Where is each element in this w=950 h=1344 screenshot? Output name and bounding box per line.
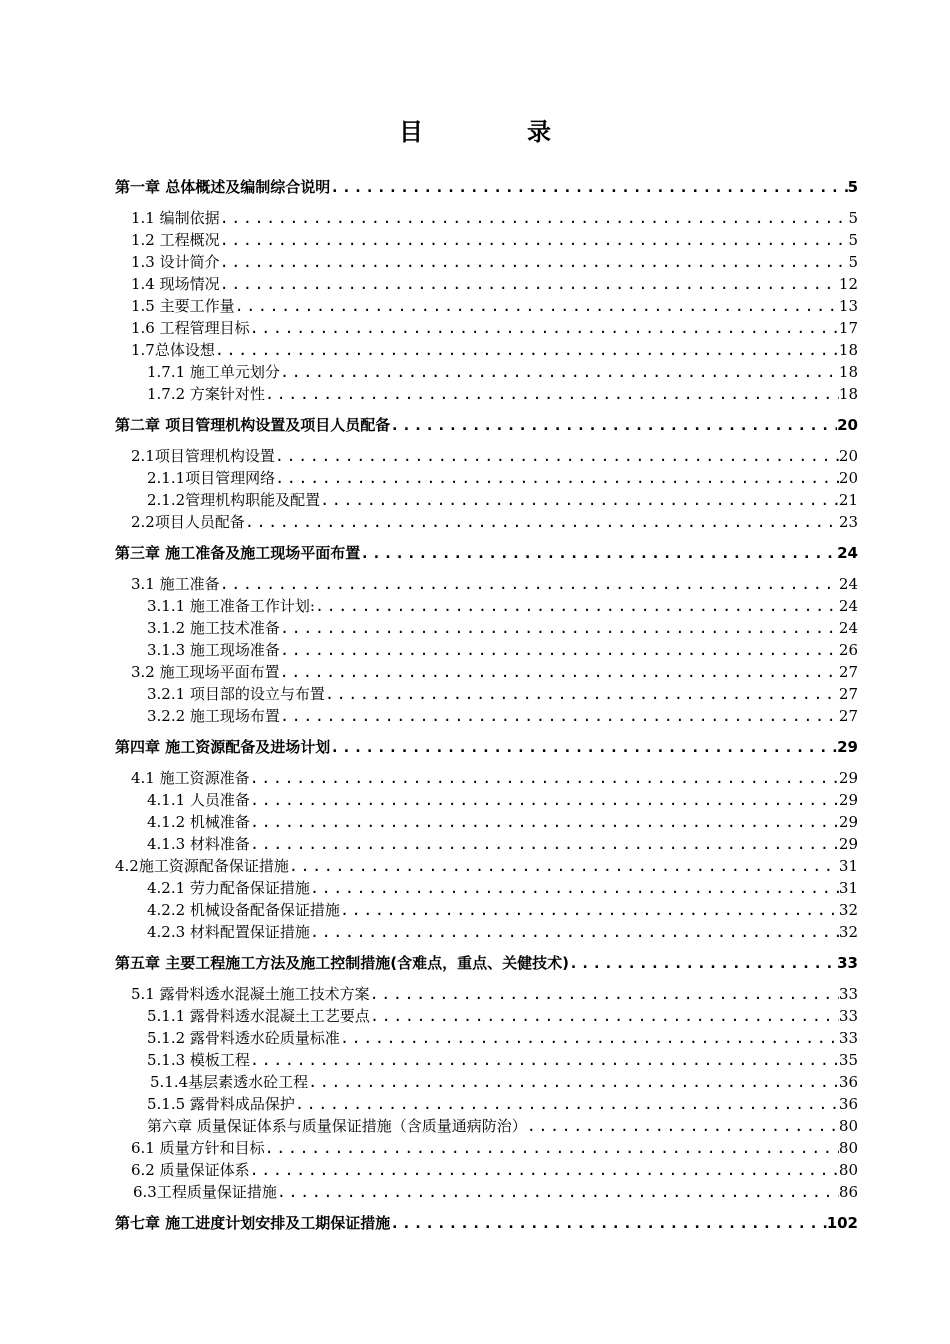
toc-page-number: 29	[838, 791, 858, 809]
toc-section-entry[interactable]	[0, 207, 950, 229]
toc-leader-dots	[340, 1027, 839, 1049]
toc-entry-title: 3.2.1 项目部的设立与布置	[147, 685, 325, 703]
toc-leader-dots	[390, 414, 837, 436]
toc-entry-title: 5.1.4基层素透水砼工程	[150, 1073, 309, 1091]
toc-section-entry[interactable]	[0, 361, 950, 383]
toc-section-entry[interactable]	[0, 661, 950, 683]
toc-leader-dots	[220, 207, 849, 229]
toc-section-entry[interactable]	[0, 1159, 950, 1181]
toc-leader-dots	[277, 1181, 839, 1203]
toc-leader-dots	[250, 767, 839, 789]
toc-page-number: 18	[838, 363, 858, 381]
toc-entry-title: 第四章 施工资源配备及进场计划	[115, 738, 331, 756]
toc-page-number: 5	[848, 253, 858, 271]
toc-entry-title: 4.1 施工资源准备	[131, 769, 250, 787]
toc-entry-title: 1.4 现场情况	[131, 275, 220, 293]
toc-leader-dots	[295, 1093, 839, 1115]
toc-entry-title: 6.1 质量方针和目标	[131, 1139, 265, 1157]
toc-leader-dots	[280, 361, 839, 383]
toc-entry-title: 1.7总体设想	[131, 341, 215, 359]
toc-page-number: 21	[838, 491, 858, 509]
toc-page-number: 24	[838, 619, 858, 637]
toc-page-number: 29	[837, 738, 858, 756]
toc-leader-dots	[250, 789, 839, 811]
toc-page-number: 36	[838, 1095, 858, 1113]
toc-leader-dots	[265, 383, 839, 405]
toc-entry-title: 4.2.2 机械设备配备保证措施	[147, 901, 340, 919]
toc-entry-title: 3.2 施工现场平面布置	[131, 663, 280, 681]
toc-leader-dots	[220, 573, 839, 595]
toc-page-number: 5	[847, 178, 858, 196]
toc-page-number: 80	[838, 1117, 858, 1135]
toc-section-entry[interactable]	[0, 445, 950, 467]
toc-section-entry[interactable]	[0, 229, 950, 251]
toc-leader-dots	[320, 489, 839, 511]
toc-page-number: 24	[838, 597, 858, 615]
toc-section-entry[interactable]	[0, 339, 950, 361]
toc-section-entry[interactable]	[0, 317, 950, 339]
toc-section-entry[interactable]	[0, 921, 950, 943]
toc-entry-title: 3.1 施工准备	[131, 575, 220, 593]
toc-page-number: 27	[838, 663, 858, 681]
toc-section-entry[interactable]	[0, 1181, 950, 1203]
toc-leader-dots	[280, 661, 839, 683]
toc-chapter-entry[interactable]	[0, 542, 950, 564]
toc-leader-dots	[220, 251, 849, 273]
toc-entry-title: 6.2 质量保证体系	[131, 1161, 250, 1179]
toc-entry-title: 4.1.3 材料准备	[147, 835, 250, 853]
toc-leader-dots	[250, 833, 839, 855]
toc-chapter-entry[interactable]	[0, 176, 950, 198]
toc-entry-title: 4.2.1 劳力配备保证措施	[147, 879, 310, 897]
toc-chapter-entry[interactable]	[0, 414, 950, 436]
toc-leader-dots	[280, 639, 839, 661]
toc-entry-title: 5.1 露骨料透水混凝土施工技术方案	[131, 985, 370, 1003]
toc-section-entry[interactable]	[0, 511, 950, 533]
toc-entry-title: 4.1.1 人员准备	[147, 791, 250, 809]
toc-section-entry[interactable]	[0, 1027, 950, 1049]
toc-section-entry[interactable]	[0, 705, 950, 727]
toc-section-entry[interactable]	[0, 899, 950, 921]
toc-leader-dots	[390, 1212, 826, 1234]
toc-entry-title: 4.1.2 机械准备	[147, 813, 250, 831]
toc-entry-title: 3.1.1 施工准备工作计划:	[147, 597, 315, 615]
toc-page-number: 33	[838, 1029, 858, 1047]
toc-entry-title: 3.2.2 施工现场布置	[147, 707, 280, 725]
toc-page-number: 33	[838, 985, 858, 1003]
toc-section-entry[interactable]	[0, 1115, 950, 1137]
toc-section-entry[interactable]	[0, 1071, 950, 1093]
toc-entry-title: 4.2施工资源配备保证措施	[115, 857, 289, 875]
toc-section-entry[interactable]	[0, 617, 950, 639]
toc-leader-dots	[370, 983, 839, 1005]
toc-page-number: 24	[838, 575, 858, 593]
toc-section-entry[interactable]	[0, 1005, 950, 1027]
toc-page-number: 27	[838, 707, 858, 725]
toc-page-number: 31	[838, 857, 858, 875]
toc-page-number: 23	[838, 513, 858, 531]
toc-section-entry[interactable]	[0, 1137, 950, 1159]
toc-leader-dots	[250, 1049, 839, 1071]
toc-entry-title: 第二章 项目管理机构设置及项目人员配备	[115, 416, 391, 434]
toc-page-number: 36	[838, 1073, 858, 1091]
toc-entry-title: 1.2 工程概况	[131, 231, 220, 249]
toc-leader-dots	[265, 1137, 839, 1159]
toc-leader-dots	[340, 899, 839, 921]
toc-section-entry[interactable]	[0, 489, 950, 511]
toc-page-number: 29	[838, 769, 858, 787]
toc-leader-dots	[370, 1005, 839, 1027]
toc-page-number: 18	[838, 385, 858, 403]
toc-leader-dots	[235, 295, 839, 317]
toc-page-number: 27	[838, 685, 858, 703]
page-title: 目 录	[399, 117, 591, 146]
toc-leader-dots	[250, 1159, 839, 1181]
toc-entry-title: 5.1.1 露骨料透水混凝土工艺要点	[147, 1007, 370, 1025]
toc-page-number: 20	[838, 447, 858, 465]
toc-section-entry[interactable]	[0, 251, 950, 273]
toc-entry-title: 2.1项目管理机构设置	[131, 447, 275, 465]
toc-page-number: 29	[838, 835, 858, 853]
toc-entry-title: 1.6 工程管理目标	[131, 319, 250, 337]
toc-section-entry[interactable]	[0, 595, 950, 617]
toc-entry-title: 第三章 施工准备及施工现场平面布置	[115, 544, 361, 562]
toc-entry-title: 3.1.2 施工技术准备	[147, 619, 280, 637]
toc-entry-title: 第六章 质量保证体系与质量保证措施（含质量通病防治）	[147, 1117, 527, 1135]
toc-page-number: 32	[838, 901, 858, 919]
toc-section-entry[interactable]	[0, 833, 950, 855]
toc-section-entry[interactable]	[0, 767, 950, 789]
toc-page-number: 12	[838, 275, 858, 293]
toc-page-number: 26	[838, 641, 858, 659]
toc-leader-dots	[220, 273, 839, 295]
toc-entry-title: 第五章 主要工程施工方法及施工控制措施(含难点，重点、关健技术)	[115, 954, 569, 972]
toc-leader-dots	[569, 952, 837, 974]
toc-page-number: 29	[838, 813, 858, 831]
toc-entry-title: 2.1.1项目管理网络	[147, 469, 276, 487]
toc-page-number: 80	[838, 1139, 858, 1157]
toc-leader-dots	[250, 317, 839, 339]
toc-section-entry[interactable]	[0, 573, 950, 595]
toc-chapter-entry[interactable]	[0, 1212, 950, 1234]
toc-section-entry[interactable]	[0, 789, 950, 811]
toc-page-number: 31	[838, 879, 858, 897]
toc-entry-title: 1.1 编制依据	[131, 209, 220, 227]
toc-entry-title: 5.1.2 露骨料透水砼质量标准	[147, 1029, 340, 1047]
toc-section-entry[interactable]	[0, 1093, 950, 1115]
toc-leader-dots	[280, 617, 839, 639]
toc-leader-dots	[527, 1115, 839, 1137]
toc-leader-dots	[310, 921, 839, 943]
toc-entry-title: 1.3 设计简介	[131, 253, 220, 271]
toc-leader-dots	[330, 176, 847, 198]
toc-leader-dots	[275, 467, 839, 489]
toc-entry-title: 2.2项目人员配备	[131, 513, 245, 531]
toc-page-number: 32	[838, 923, 858, 941]
toc-leader-dots	[245, 511, 839, 533]
toc-entry-title: 1.5 主要工作量	[131, 297, 235, 315]
toc-section-entry[interactable]	[0, 273, 950, 295]
toc-leader-dots	[215, 339, 839, 361]
toc-page-number: 35	[838, 1051, 858, 1069]
toc-page-number: 33	[837, 954, 858, 972]
toc-section-entry[interactable]	[0, 383, 950, 405]
toc-leader-dots	[325, 683, 839, 705]
toc-section-entry[interactable]	[0, 855, 950, 877]
toc-leader-dots	[220, 229, 849, 251]
toc-page-number: 5	[848, 231, 858, 249]
toc-leader-dots	[310, 877, 839, 899]
toc-entry-title: 1.7.1 施工单元划分	[147, 363, 280, 381]
toc-page-number: 20	[838, 469, 858, 487]
toc-entry-title: 第一章 总体概述及编制综合说明	[115, 178, 331, 196]
toc-page-number: 80	[838, 1161, 858, 1179]
toc-page-number: 5	[848, 209, 858, 227]
toc-page-number: 20	[837, 416, 858, 434]
toc-page-number: 18	[838, 341, 858, 359]
toc-entry-title: 5.1.5 露骨料成品保护	[147, 1095, 295, 1113]
toc-entry-title: 1.7.2 方案针对性	[147, 385, 265, 403]
toc-section-entry[interactable]	[0, 877, 950, 899]
toc-leader-dots	[308, 1071, 839, 1093]
toc-entry-title: 2.1.2管理机构职能及配置	[147, 491, 321, 509]
toc-leader-dots	[250, 811, 839, 833]
toc-section-entry[interactable]	[0, 683, 950, 705]
toc-leader-dots	[360, 542, 837, 564]
toc-leader-dots	[315, 595, 839, 617]
toc-leader-dots	[280, 705, 839, 727]
toc-section-entry[interactable]	[0, 295, 950, 317]
toc-section-entry[interactable]	[0, 811, 950, 833]
toc-entry-title: 5.1.3 模板工程	[147, 1051, 250, 1069]
toc-page-number: 13	[838, 297, 858, 315]
toc-page-number: 102	[826, 1214, 858, 1232]
toc-page-number: 24	[837, 544, 858, 562]
toc-section-entry[interactable]	[0, 983, 950, 1005]
toc-leader-dots	[275, 445, 839, 467]
toc-leader-dots	[289, 855, 839, 877]
toc-chapter-entry[interactable]	[0, 952, 950, 974]
toc-section-entry[interactable]	[0, 467, 950, 489]
toc-entry-title: 6.3工程质量保证措施	[133, 1183, 277, 1201]
toc-entry-title: 第七章 施工进度计划安排及工期保证措施	[115, 1214, 391, 1232]
toc-section-entry[interactable]	[0, 639, 950, 661]
toc-page-number: 17	[838, 319, 858, 337]
toc-leader-dots	[330, 736, 837, 758]
toc-entry-title: 4.2.3 材料配置保证措施	[147, 923, 310, 941]
toc-section-entry[interactable]	[0, 1049, 950, 1071]
toc-entry-title: 3.1.3 施工现场准备	[147, 641, 280, 659]
toc-page-number: 86	[838, 1183, 858, 1201]
toc-page-number: 33	[838, 1007, 858, 1025]
toc-chapter-entry[interactable]	[0, 736, 950, 758]
